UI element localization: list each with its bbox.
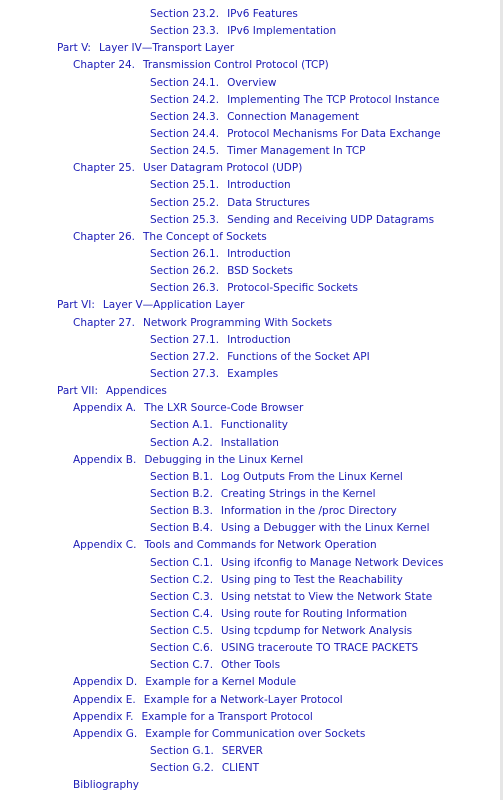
toc-section-link[interactable] [0, 503, 503, 520]
toc-entry-number: Section 23.2. [150, 8, 220, 20]
toc-section-link[interactable] [0, 366, 503, 383]
toc-entry-number: Section B.1. [150, 470, 213, 483]
toc-entry-number: Section C.6. [150, 642, 214, 655]
toc-section-link[interactable] [0, 469, 503, 486]
toc-entry-number: Section 24.4. [150, 127, 220, 140]
toc-chapter-link[interactable] [0, 57, 503, 74]
toc-entry-title: Protocol Mechanisms For Data Exchange [227, 127, 441, 140]
toc-entry-number: Section 25.2. [150, 196, 220, 209]
toc-chapter-link[interactable] [0, 777, 503, 794]
toc-section-link[interactable] [0, 572, 503, 589]
toc-entry-number: Section 26.2. [150, 265, 220, 278]
toc-entry-number: Section 25.1. [150, 179, 220, 192]
toc-entry-number: Section 24.3. [150, 110, 220, 123]
toc-entry-number: Section C.5. [150, 625, 214, 638]
toc-entry-title: Information in the /proc Directory [220, 505, 397, 518]
toc-entry-number: Chapter 24. [73, 59, 136, 72]
toc-entry-title: Data Structures [227, 196, 310, 209]
toc-section-link[interactable] [0, 640, 503, 657]
toc-entry-title: Using ping to Test the Reachability [221, 573, 403, 586]
toc-entry-number: Section A.1. [150, 419, 213, 432]
toc-entry-title: Using netstat to View the Network State [221, 590, 433, 603]
toc-entry-number: Appendix E. [73, 693, 136, 706]
toc-entry-title: Introduction [227, 247, 291, 260]
toc-chapter-link[interactable] [0, 537, 503, 554]
toc-entry-title: IPv6 Implementation [227, 25, 337, 38]
toc-section-link[interactable] [0, 349, 503, 366]
toc-section-link[interactable] [0, 555, 503, 572]
toc-section-link[interactable] [0, 589, 503, 606]
toc-entry-number: Section B.2. [150, 487, 213, 500]
toc-section-link[interactable] [0, 417, 503, 434]
toc-entry-number: Section 23.3. [150, 25, 220, 38]
toc-entry-number: Appendix D. [73, 676, 138, 689]
toc-entry-title: Layer V—Application Layer [102, 299, 245, 312]
toc-entry-number: Appendix A. [73, 402, 137, 415]
toc-section-link[interactable] [0, 75, 503, 92]
toc-entry-number: Section C.4. [150, 607, 214, 620]
toc-entry-number: Appendix B. [73, 453, 137, 466]
toc-entry-title: Examples [227, 367, 279, 380]
toc-entry-title: Using a Debugger with the Linux Kernel [220, 522, 430, 535]
toc-entry-title: Other Tools [221, 659, 281, 672]
toc-entry-number: Section 24.1. [150, 76, 220, 89]
toc-entry-title: Example for a Network-Layer Protocol [143, 693, 343, 706]
toc-entry-title: The Concept of Sockets [143, 230, 267, 243]
toc-entry-title: Connection Management [227, 110, 359, 123]
toc-entry-title: Implementing The TCP Protocol Instance [227, 93, 440, 106]
toc-chapter-link[interactable] [0, 160, 503, 177]
toc-entry-title: CLIENT [221, 762, 260, 775]
toc-section-link[interactable] [0, 760, 503, 777]
toc-entry-title: Creating Strings in the Kernel [220, 487, 376, 500]
toc-chapter-link[interactable] [0, 709, 503, 726]
toc-entry-title: IPv6 Features [227, 8, 298, 20]
toc-entry-number: Section A.2. [150, 436, 213, 449]
toc-section-link[interactable] [0, 332, 503, 349]
table-of-contents [0, 6, 503, 794]
toc-entry-title: Functions of the Socket API [227, 350, 370, 363]
toc-entry-title: Layer IV—Transport Layer [98, 42, 235, 55]
toc-section-link[interactable] [0, 126, 503, 143]
toc-entry-title: Tools and Commands for Network Operation [144, 539, 377, 552]
toc-section-link[interactable] [0, 6, 503, 23]
toc-entry-number: Part VI: [57, 299, 95, 312]
toc-entry-title: Using tcpdump for Network Analysis [221, 625, 413, 638]
toc-section-link[interactable] [0, 263, 503, 280]
toc-entry-title: Sending and Receiving UDP Datagrams [227, 213, 435, 226]
toc-entry-title: Bibliography [73, 779, 139, 792]
toc-entry-title: Protocol-Specific Sockets [227, 282, 358, 295]
toc-entry-number: Section 26.1. [150, 247, 220, 260]
toc-entry-title: The LXR Source-Code Browser [144, 402, 304, 415]
toc-entry-number: Section C.1. [150, 556, 214, 569]
toc-entry-title: Example for a Transport Protocol [141, 710, 313, 723]
toc-entry-title: Installation [220, 436, 279, 449]
toc-entry-number: Chapter 26. [73, 230, 136, 243]
toc-section-link[interactable] [0, 280, 503, 297]
toc-section-link[interactable] [0, 606, 503, 623]
toc-entry-number: Section 27.2. [150, 350, 220, 363]
toc-section-link[interactable] [0, 743, 503, 760]
toc-section-link[interactable] [0, 177, 503, 194]
toc-section-link[interactable] [0, 92, 503, 109]
toc-entry-number: Section B.3. [150, 505, 213, 518]
toc-entry-title: Overview [227, 76, 277, 89]
toc-entry-number: Chapter 25. [73, 162, 136, 175]
toc-entry-title: Timer Management In TCP [227, 145, 366, 158]
toc-entry-title: Introduction [227, 179, 291, 192]
toc-chapter-link[interactable] [0, 400, 503, 417]
toc-entry-number: Chapter 27. [73, 316, 136, 329]
toc-entry-title: Example for a Kernel Module [145, 676, 297, 689]
toc-entry-title: Debugging in the Linux Kernel [144, 453, 304, 466]
toc-entry-title: Functionality [220, 419, 288, 432]
toc-entry-title: USING traceroute TO TRACE PACKETS [221, 642, 419, 655]
toc-entry-number: Section 26.3. [150, 282, 220, 295]
toc-chapter-link[interactable] [0, 315, 503, 332]
toc-part-link[interactable] [0, 297, 503, 314]
toc-section-link[interactable] [0, 657, 503, 674]
toc-section-link[interactable] [0, 212, 503, 229]
toc-entry-number: Section 24.2. [150, 93, 220, 106]
toc-entry-number: Section G.2. [150, 762, 214, 775]
toc-chapter-link[interactable] [0, 229, 503, 246]
toc-entry-number: Section G.1. [150, 745, 214, 758]
toc-entry-title: Using route for Routing Information [221, 607, 408, 620]
toc-chapter-link[interactable] [0, 452, 503, 469]
toc-section-link[interactable] [0, 435, 503, 452]
toc-entry-number: Section C.7. [150, 659, 214, 672]
toc-entry-title: Introduction [227, 333, 291, 346]
toc-section-link[interactable] [0, 486, 503, 503]
toc-chapter-link[interactable] [0, 726, 503, 743]
toc-entry-title: Network Programming With Sockets [143, 316, 333, 329]
toc-entry-number: Section C.3. [150, 590, 214, 603]
toc-entry-number: Part VII: [57, 385, 98, 398]
toc-entry-number: Section 24.5. [150, 145, 220, 158]
toc-entry-number: Part V: [57, 42, 91, 55]
toc-entry-number: Appendix G. [73, 727, 138, 740]
toc-entry-number: Appendix C. [73, 539, 137, 552]
toc-chapter-link[interactable] [0, 692, 503, 709]
toc-part-link[interactable] [0, 383, 503, 400]
toc-section-link[interactable] [0, 109, 503, 126]
toc-section-link[interactable] [0, 520, 503, 537]
toc-entry-number: Section B.4. [150, 522, 213, 535]
toc-entry-title: User Datagram Protocol (UDP) [143, 162, 303, 175]
toc-entry-number: Section C.2. [150, 573, 214, 586]
toc-entry-title: Log Outputs From the Linux Kernel [220, 470, 403, 483]
toc-entry-title: BSD Sockets [227, 265, 293, 278]
toc-entry-title: SERVER [221, 745, 263, 758]
toc-entry-number: Section 27.1. [150, 333, 220, 346]
toc-entry-number: Appendix F. [73, 710, 134, 723]
toc-entry-title: Using ifconfig to Manage Network Devices [221, 556, 444, 569]
toc-section-link[interactable] [0, 195, 503, 212]
toc-chapter-link[interactable] [0, 674, 503, 691]
toc-section-link[interactable] [0, 246, 503, 263]
toc-entry-title: Transmission Control Protocol (TCP) [143, 59, 329, 72]
toc-entry-title: Example for Communication over Sockets [145, 727, 366, 740]
toc-entry-title: Appendices [105, 385, 167, 398]
toc-part-link[interactable] [0, 40, 503, 57]
toc-entry-number: Section 25.3. [150, 213, 220, 226]
toc-section-link[interactable] [0, 143, 503, 160]
toc-section-link[interactable] [0, 23, 503, 40]
toc-entry-number: Section 27.3. [150, 367, 220, 380]
toc-section-link[interactable] [0, 623, 503, 640]
